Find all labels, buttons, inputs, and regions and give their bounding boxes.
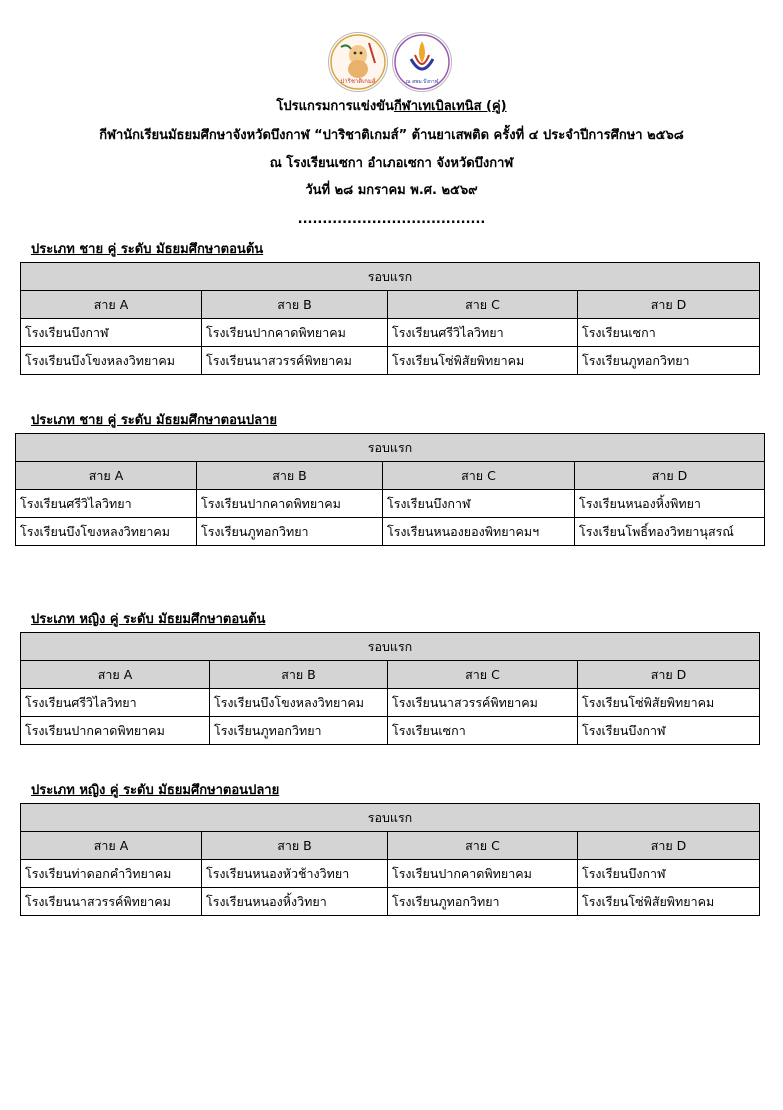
team-cell: โรงเรียนภูทอกวิทยา bbox=[578, 347, 760, 375]
team-cell: โรงเรียนบึงกาฬ bbox=[383, 490, 575, 518]
team-cell: โรงเรียนบึงโขงหลงวิทยาคม bbox=[21, 347, 202, 375]
group-b-header: สาย B bbox=[197, 462, 383, 490]
table-row bbox=[21, 717, 760, 745]
group-d-header: สาย D bbox=[578, 832, 760, 860]
team-cell: โรงเรียนโซ่พิสัยพิทยาคม bbox=[578, 689, 760, 717]
round-header: รอบแรก bbox=[21, 263, 760, 291]
team-cell: โรงเรียนบึงกาฬ bbox=[578, 717, 760, 745]
team-cell: โรงเรียนบึงกาฬ bbox=[21, 319, 202, 347]
section-title-girls-senior: ประเภท หญิง คู่ ระดับ มัธยมศึกษาตอนปลาย bbox=[31, 783, 280, 798]
section-title-girls-junior: ประเภท หญิง คู่ ระดับ มัธยมศึกษาตอนต้น bbox=[31, 612, 266, 627]
round-header: รอบแรก bbox=[21, 633, 760, 661]
group-a-header: สาย A bbox=[21, 291, 202, 319]
table-row bbox=[21, 319, 760, 347]
team-cell: โรงเรียนหนองหิ้งพิทยา bbox=[575, 490, 765, 518]
group-d-header: สาย D bbox=[575, 462, 765, 490]
round-header: รอบแรก bbox=[21, 804, 760, 832]
team-cell: โรงเรียนเซกา bbox=[578, 319, 760, 347]
group-c-header: สาย C bbox=[388, 661, 578, 689]
table-row bbox=[21, 689, 760, 717]
title-prefix: โปรแกรมการแข่งขัน bbox=[276, 99, 394, 114]
table-row bbox=[21, 860, 760, 888]
table-row bbox=[16, 518, 765, 546]
venue-line: ณ โรงเรียนเซกา อำเภอเซกา จังหวัดบึงกาฬ bbox=[269, 156, 514, 171]
team-cell: โรงเรียนภูทอกวิทยา bbox=[210, 717, 388, 745]
group-a-header: สาย A bbox=[16, 462, 197, 490]
team-cell: โรงเรียนโพธิ์ทองวิทยานุสรณ์ bbox=[575, 518, 765, 546]
team-cell: โรงเรียนนาสวรรค์พิทยาคม bbox=[21, 888, 202, 916]
group-d-header: สาย D bbox=[578, 661, 760, 689]
team-cell: โรงเรียนภูทอกวิทยา bbox=[388, 888, 578, 916]
team-cell: โรงเรียนหนองหัวช้างวิทยา bbox=[202, 860, 388, 888]
team-cell: โรงเรียนปากคาดพิทยาคม bbox=[202, 319, 388, 347]
team-cell: โรงเรียนนาสวรรค์พิทยาคม bbox=[202, 347, 388, 375]
date-line: วันที่ ๒๘ มกราคม พ.ศ. ๒๕๖๙ bbox=[305, 183, 478, 198]
mascot-logo-text: ปาริชาติเกมส์ bbox=[340, 78, 376, 85]
emblem-logo-text: ณ สพม.บึงกาฬ bbox=[405, 79, 439, 85]
group-d-header: สาย D bbox=[578, 291, 760, 319]
group-b-header: สาย B bbox=[202, 291, 388, 319]
team-cell: โรงเรียนบึงโขงหลงวิทยาคม bbox=[210, 689, 388, 717]
draw-table-boys-senior bbox=[15, 433, 765, 546]
event-subtitle: กีฬานักเรียนมัธยมศึกษาจังหวัดบึงกาฬ “ปาริชาติเกมส์” ต้านยาเสพติด ครั้งที่ ๔ ประจำปีการศึกษา ๒๕๖๘ bbox=[99, 128, 684, 143]
table-row bbox=[16, 490, 765, 518]
group-b-header: สาย B bbox=[210, 661, 388, 689]
team-cell: โรงเรียนโซ่พิสัยพิทยาคม bbox=[388, 347, 578, 375]
team-cell: โรงเรียนปากคาดพิทยาคม bbox=[388, 860, 578, 888]
team-cell: โรงเรียนปากคาดพิทยาคม bbox=[21, 717, 210, 745]
team-cell: โรงเรียนภูทอกวิทยา bbox=[197, 518, 383, 546]
group-a-header: สาย A bbox=[21, 832, 202, 860]
team-cell: โรงเรียนโซ่พิสัยพิทยาคม bbox=[578, 888, 760, 916]
draw-table-boys-junior bbox=[20, 262, 760, 375]
logo-group bbox=[328, 32, 452, 94]
group-c-header: สาย C bbox=[383, 462, 575, 490]
team-cell: โรงเรียนปากคาดพิทยาคม bbox=[197, 490, 383, 518]
team-cell: โรงเรียนท่าดอกคำวิทยาคม bbox=[21, 860, 202, 888]
draw-table-girls-senior bbox=[20, 803, 760, 916]
draw-table-girls-junior bbox=[20, 632, 760, 745]
team-cell: โรงเรียนศรีวิไลวิทยา bbox=[21, 689, 210, 717]
dotted-separator: ...................................... bbox=[297, 212, 486, 227]
team-cell: โรงเรียนหนองยองพิทยาคมฯ bbox=[383, 518, 575, 546]
team-cell: โรงเรียนศรีวิไลวิทยา bbox=[388, 319, 578, 347]
group-b-header: สาย B bbox=[202, 832, 388, 860]
group-c-header: สาย C bbox=[388, 291, 578, 319]
table-row bbox=[21, 888, 760, 916]
team-cell: โรงเรียนนาสวรรค์พิทยาคม bbox=[388, 689, 578, 717]
round-header: รอบแรก bbox=[16, 434, 765, 462]
page-title bbox=[0, 98, 783, 116]
group-c-header: สาย C bbox=[388, 832, 578, 860]
team-cell: โรงเรียนบึงกาฬ bbox=[578, 860, 760, 888]
team-cell: โรงเรียนหนองหิ้งวิทยา bbox=[202, 888, 388, 916]
team-cell: โรงเรียนศรีวิไลวิทยา bbox=[16, 490, 197, 518]
title-sport: กีฬาเทเบิลเทนิส (คู่) bbox=[393, 99, 507, 114]
team-cell: โรงเรียนบึงโขงหลงวิทยาคม bbox=[16, 518, 197, 546]
office-emblem-logo bbox=[392, 32, 452, 92]
section-title-boys-senior: ประเภท ชาย คู่ ระดับ มัธยมศึกษาตอนปลาย bbox=[31, 413, 277, 428]
games-mascot-logo bbox=[328, 32, 388, 92]
team-cell: โรงเรียนเซกา bbox=[388, 717, 578, 745]
table-row bbox=[21, 347, 760, 375]
group-a-header: สาย A bbox=[21, 661, 210, 689]
section-title-boys-junior: ประเภท ชาย คู่ ระดับ มัธยมศึกษาตอนต้น bbox=[31, 242, 264, 257]
